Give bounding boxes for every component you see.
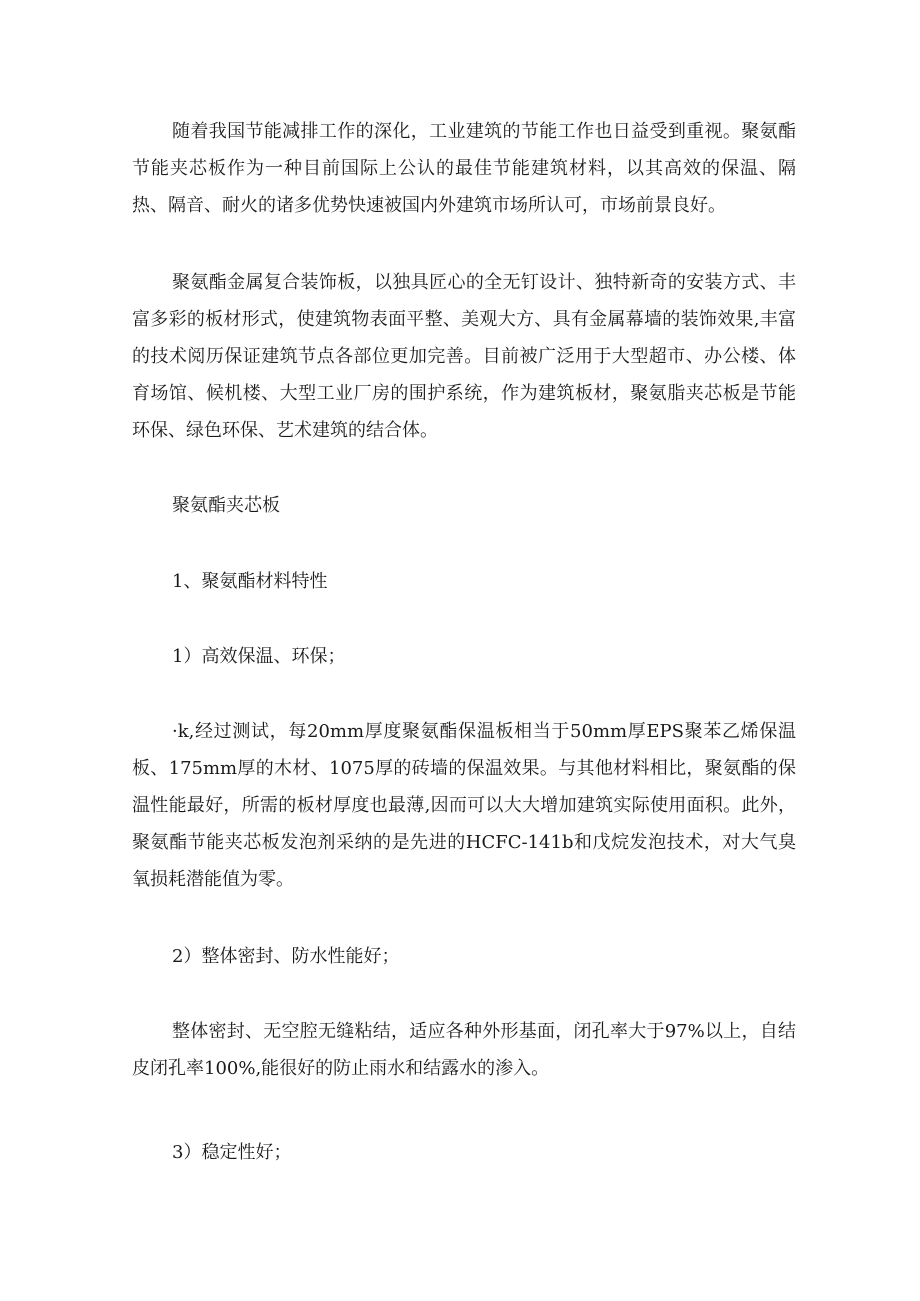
- feature-heading-stability: 3）稳定性好；: [172, 1142, 292, 1163]
- subsection-title: 1、聚氨酯材料特性: [172, 571, 328, 592]
- feature-heading-sealing: 2）整体密封、防水性能好；: [172, 946, 400, 967]
- intro-paragraph: 随着我国节能减排工作的深化，工业建筑的节能工作也日益受到重视。聚氨酯节能夹芯板作为一种目前国际上公认的最佳节能建筑材料，以其高效的保温、隔热、隔音、耐火的诸多优势快速被国内外建筑市场所认可，市场前景良好。: [132, 121, 796, 216]
- product-paragraph: 聚氨酯金属复合装饰板，以独具匠心的全无钉设计、独特新奇的安装方式、丰富多彩的板材形式，使建筑物表面平整、美观大方、具有金属幕墙的装饰效果,丰富的技术阅历保证建筑节点各部位更加完善。目前被广泛用于大型超市、办公楼、体育场馆、候机楼、大型工业厂房的围护系统，作为建筑板材，聚氨脂夹芯板是节能环保、绿色环保、艺术建筑的结合体。: [132, 272, 796, 441]
- sealing-paragraph: 整体密封、无空腔无缝粘结，适应各种外形基面，闭孔率大于97%以上，自结皮闭孔率100%,能很好的防止雨水和结露水的渗入。: [132, 1021, 796, 1079]
- section-title: 聚氨酯夹芯板: [172, 495, 280, 516]
- feature-heading-insulation: 1）高效保温、环保；: [172, 646, 346, 667]
- insulation-paragraph: ·k,经过测试，每20mm厚度聚氨酯保温板相当于50mm厚EPS聚苯乙烯保温板、175mm厚的木材、1075厚的砖墙的保温效果。与其他材料相比，聚氨酯的保温性能最好，所需的板材厚度也最薄,因而可以大大增加建筑实际使用面积。此外，聚氨酯节能夹芯板发泡剂采纳的是先进的HCFC-141b和戊烷发泡技术，对大气臭氧损耗潜能值为零。: [132, 721, 796, 890]
